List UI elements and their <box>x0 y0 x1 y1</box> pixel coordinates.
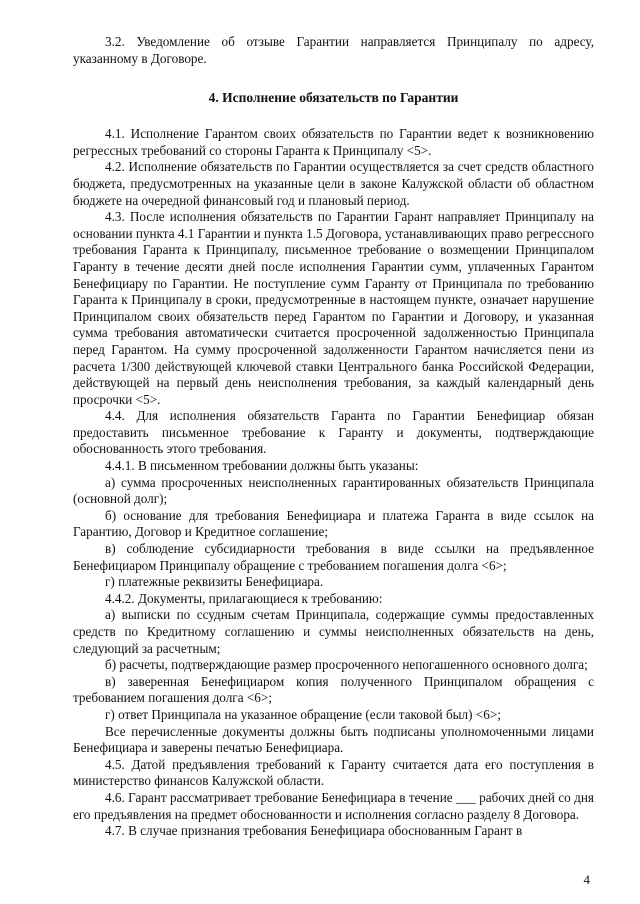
paragraph-3-2: 3.2. Уведомление об отзыве Гарантии направляется Принципалу по адресу, указанному в Договоре. <box>73 34 594 66</box>
list-item: б) основание для требования Бенефициара и платежа Гаранта в виде ссылок на Гарантию, Договор и Кредитное соглашение; <box>73 507 594 540</box>
list-item: г) ответ Принципала на указанное обращение (если таковой был) <6>; <box>105 706 501 722</box>
paragraph: 4.4. Для исполнения обязательств Гаранта по Гарантии Бенефициар обязан предоставить письменное требование к Гаранту и документы, подтверждающие обоснованность этого требования. <box>73 408 594 457</box>
paragraph: 4.5. Датой предъявления требований к Гаранту считается дата его поступления в министерство финансов Калужской области. <box>73 756 594 789</box>
list-item: а) сумма просроченных неисполненных гарантированных обязательств Принципала (основной долг); <box>73 474 594 507</box>
list-item: в) заверенная Бенефициаром копия полученного Принципалом обращения с требованием погашения долга <6>; <box>73 673 594 706</box>
paragraph: 4.7. В случае признания требования Бенефициара обоснованным Гарант в <box>105 823 523 839</box>
paragraph: 4.4.2. Документы, прилагающиеся к требованию: <box>105 590 383 606</box>
paragraph: 4.1. Исполнение Гарантом своих обязательств по Гарантии ведет к возникновению регрессных требований со стороны Гаранта к Принципалу <5>. <box>73 126 594 158</box>
list-item: а) выписки по ссудным счетам Принципала, содержащие суммы предоставленных средств по Кредитному соглашению и суммы неисполненных обязательств на день, следующий за расчетным; <box>73 607 594 656</box>
section-body <box>73 126 594 840</box>
list-item: в) соблюдение субсидиарности требования в виде ссылки на предъявленное Бенефициаром Принципалу обращение с требованием погашения долга <6>; <box>73 541 594 573</box>
list-item: б) расчеты, подтверждающие размер просроченного непогашенного основного долга; <box>105 657 588 673</box>
paragraph: 4.3. После исполнения обязательств по Гарантии Гарант направляет Принципалу на основании пункта 4.1 Гарантии и пункта 1.5 Договора, устанавливающих право регрессного требования Гаранта к Принципалу, письменное требование о возмещении Принципалом Гаранту в течение десяти дней после исполнения Гарантии сумм, уплаченных Гарантом Бенефициару по Гарантии. Не поступление сумм Гаранту от Принципала по требованию Гаранта к Принципалу в сроки, предусмотренные в настоящем пункте, означает нарушение Принципалом своих обязательств перед Гарантом по Гарантии и Договору, и указанная сумма требования автоматически считается просроченной задолженностью Принципала перед Гарантом. На сумму просроченной задолженности Гарантом начисляется пени из расчета 1/300 действующей ключевой ставки Центрального банка Российской Федерации, действующей на первый день неисполнения требования, за каждый календарный день просрочки <5>. <box>73 209 594 407</box>
paragraph: 4.2. Исполнение обязательств по Гарантии осуществляется за счет средств областного бюджета, предусмотренных на указанные цели в законе Калужской области об областном бюджете на очередной финансовый год и плановый период. <box>73 159 594 208</box>
paragraph: 4.6. Гарант рассматривает требование Бенефициара в течение ___ рабочих дней со дня его предъявления на предмет обоснованности и исполнения согласно разделу 8 Договора. <box>73 789 594 822</box>
list-item: г) платежные реквизиты Бенефициара. <box>105 574 324 590</box>
section-title: 4. Исполнение обязательств по Гарантии <box>208 90 459 106</box>
page-number: 4 <box>583 872 590 887</box>
paragraph: Все перечисленные документы должны быть подписаны уполномоченными лицами Бенефициара и заверены печатью Бенефициара. <box>73 723 594 756</box>
paragraph: 4.4.1. В письменном требовании должны быть указаны: <box>105 458 419 474</box>
